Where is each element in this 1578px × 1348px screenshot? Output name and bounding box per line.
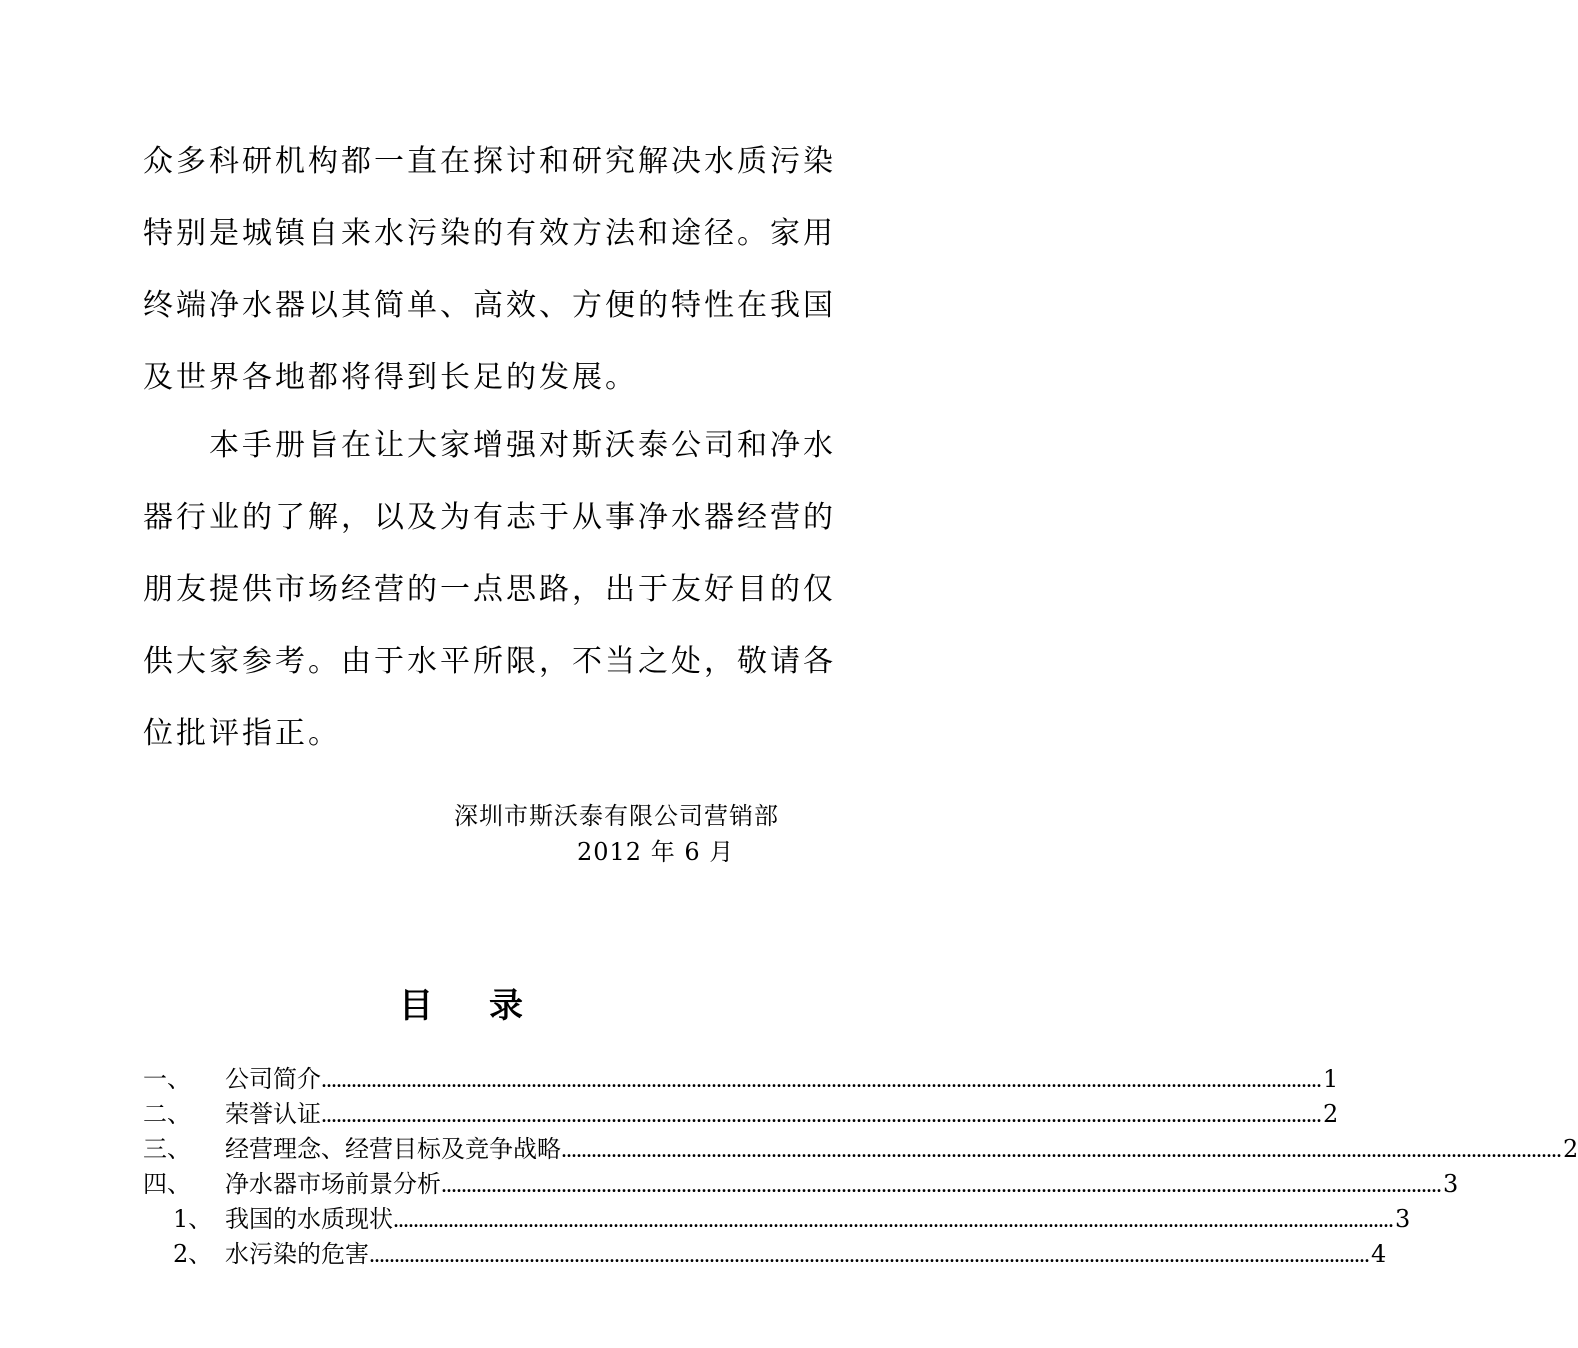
toc-entry-number: 三、 xyxy=(143,1135,191,1163)
toc-entry[interactable] xyxy=(143,1167,1459,1202)
paragraph-line: 特别是城镇自来水污染的有效方法和途径。家用 xyxy=(143,216,836,251)
toc-entry-page: 1 xyxy=(1323,1065,1339,1093)
toc-entry-number: 1、 xyxy=(173,1205,213,1233)
toc-entry-page: 2 xyxy=(1563,1135,1578,1163)
paragraph-line: 众多科研机构都一直在探讨和研究解决水质污染 xyxy=(143,144,836,179)
toc-entry-page: 4 xyxy=(1371,1240,1387,1268)
toc-entry[interactable] xyxy=(143,1202,1411,1237)
toc-entry[interactable] xyxy=(143,1062,1339,1097)
toc-leader-dots: ........................................................................................................................................................................................................ xyxy=(321,1067,1321,1093)
toc-entry-title: 公司简介 xyxy=(225,1065,321,1093)
toc-leader-dots: ........................................................................................................................................................................................................ xyxy=(321,1102,1321,1128)
paragraph-line: 器行业的了解，以及为有志于从事净水器经营的 xyxy=(143,500,836,535)
intro-paragraph-2 xyxy=(143,410,836,770)
paragraph-line: 本手册旨在让大家增强对斯沃泰公司和净水 xyxy=(209,428,836,463)
paragraph-line: 终端净水器以其简单、高效、方便的特性在我国 xyxy=(143,288,836,323)
paragraph-line: 位批评指正。 xyxy=(143,716,341,751)
toc-leader-dots: ........................................................................................................................................................................................................ xyxy=(393,1207,1393,1233)
paragraph-line: 供大家参考。由于水平所限，不当之处，敬请各 xyxy=(143,644,836,679)
toc-entry-page: 3 xyxy=(1395,1205,1411,1233)
toc-entry-page: 2 xyxy=(1323,1100,1339,1128)
toc-entry[interactable] xyxy=(143,1132,1578,1167)
toc-entry-title: 荣誉认证 xyxy=(225,1100,321,1128)
signature-date: 2012 年 6 月 xyxy=(577,838,735,866)
toc-leader-dots: ........................................................................................................................................................................................................ xyxy=(441,1172,1441,1198)
toc-entry-title: 净水器市场前景分析 xyxy=(225,1170,441,1198)
toc-title: 目录 xyxy=(399,986,579,1026)
toc-entry-number: 2、 xyxy=(173,1240,213,1268)
toc-entry-title: 水污染的危害 xyxy=(225,1240,369,1268)
toc-entry[interactable] xyxy=(143,1237,1387,1272)
toc-entry-number: 一、 xyxy=(143,1065,191,1093)
toc-entry-title: 经营理念、经营目标及竞争战略 xyxy=(225,1135,561,1163)
table-of-contents xyxy=(143,1062,1578,1272)
toc-entry-number: 四、 xyxy=(143,1170,191,1198)
paragraph-line: 及世界各地都将得到长足的发展。 xyxy=(143,360,638,395)
signature-company: 深圳市斯沃泰有限公司营销部 xyxy=(454,802,779,830)
toc-entry-number: 二、 xyxy=(143,1100,191,1128)
toc-entry-title: 我国的水质现状 xyxy=(225,1205,393,1233)
paragraph-line: 朋友提供市场经营的一点思路，出于友好目的仅 xyxy=(143,572,836,607)
toc-leader-dots: ........................................................................................................................................................................................................ xyxy=(369,1242,1369,1268)
intro-paragraph-1 xyxy=(143,126,836,414)
toc-leader-dots: ........................................................................................................................................................................................................ xyxy=(561,1137,1561,1163)
toc-entry-page: 3 xyxy=(1443,1170,1459,1198)
toc-entry[interactable] xyxy=(143,1097,1339,1132)
